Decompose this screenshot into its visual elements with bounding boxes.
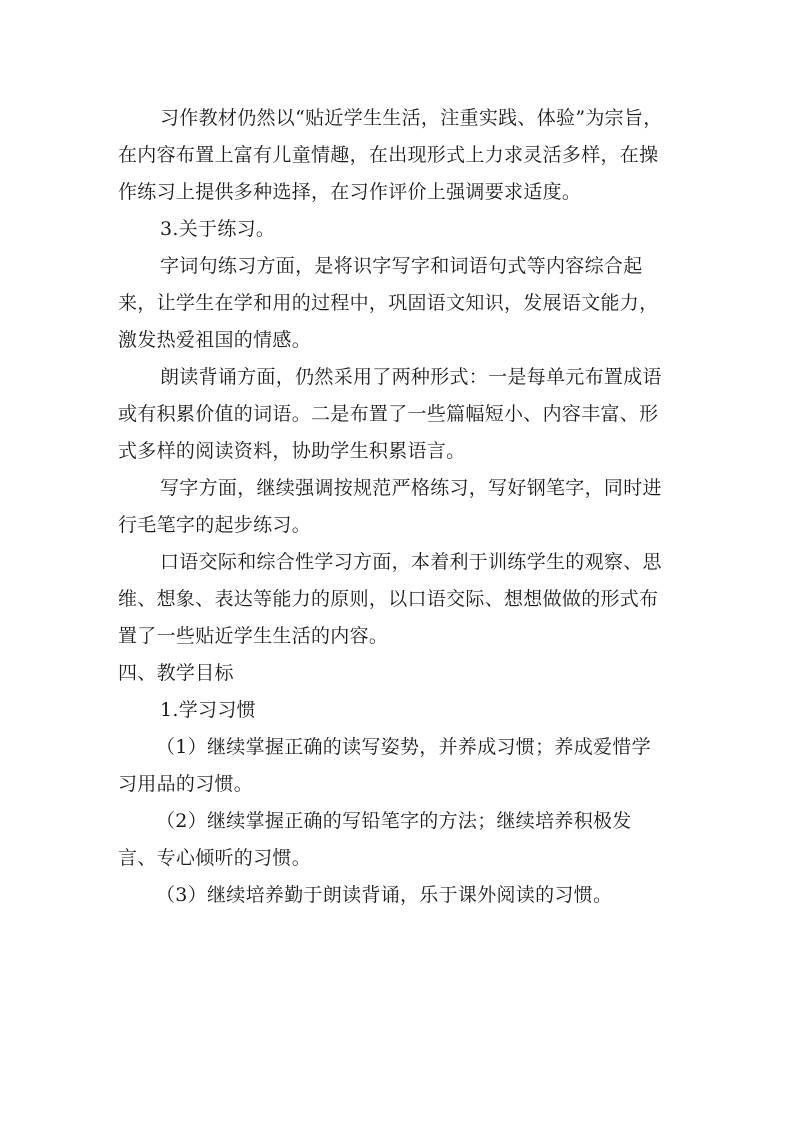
paragraph-oral-communication: 口语交际和综合性学习方面，本着利于训练学生的观察、思维、想象、表达等能力的原则，以口语交际、想想做做的形式布置了一些贴近学生生活的内容。 — [118, 551, 662, 647]
list-item-habit-3: （3）继续培养勤于朗读背诵，乐于课外阅读的习惯。 — [156, 884, 613, 906]
paragraph-handwriting: 写字方面，继续强调按规范严格练习，写好钢笔字，同时进行毛笔字的起步练习。 — [118, 477, 662, 536]
heading-teaching-goals: 四、教学目标 — [118, 662, 234, 684]
heading-study-habits: 1.学习习惯 — [160, 699, 256, 721]
document-body — [118, 100, 666, 914]
list-item-habit-2: （2）继续掌握正确的写铅笔字的方法；继续培养积极发言、专心倾听的习惯。 — [118, 810, 632, 869]
paragraph-word-sentence-exercises: 字词句练习方面，是将识字写字和词语句式等内容综合起来，让学生在学和用的过程中，巩固语文知识，发展语文能力，激发热爱祖国的情感。 — [118, 255, 659, 351]
paragraph-reading-recitation: 朗读背诵方面，仍然采用了两种形式：一是每单元布置成语或有积累价值的词语。二是布置了一些篇幅短小、内容丰富、形式多样的阅读资料，协助学生积累语言。 — [118, 366, 662, 462]
list-item-habit-1: （1）继续掌握正确的读写姿势，并养成习惯；养成爱惜学习用品的习惯。 — [118, 736, 651, 795]
heading-about-exercises: 3.关于练习。 — [160, 218, 276, 240]
paragraph-writing-materials: 习作教材仍然以“贴近学生生活，注重实践、体验”为宗旨，在内容布置上富有儿童情趣，在出现形式上力求灵活多样，在操作练习上提供多种选择，在习作评价上强调要求适度。 — [118, 107, 663, 203]
